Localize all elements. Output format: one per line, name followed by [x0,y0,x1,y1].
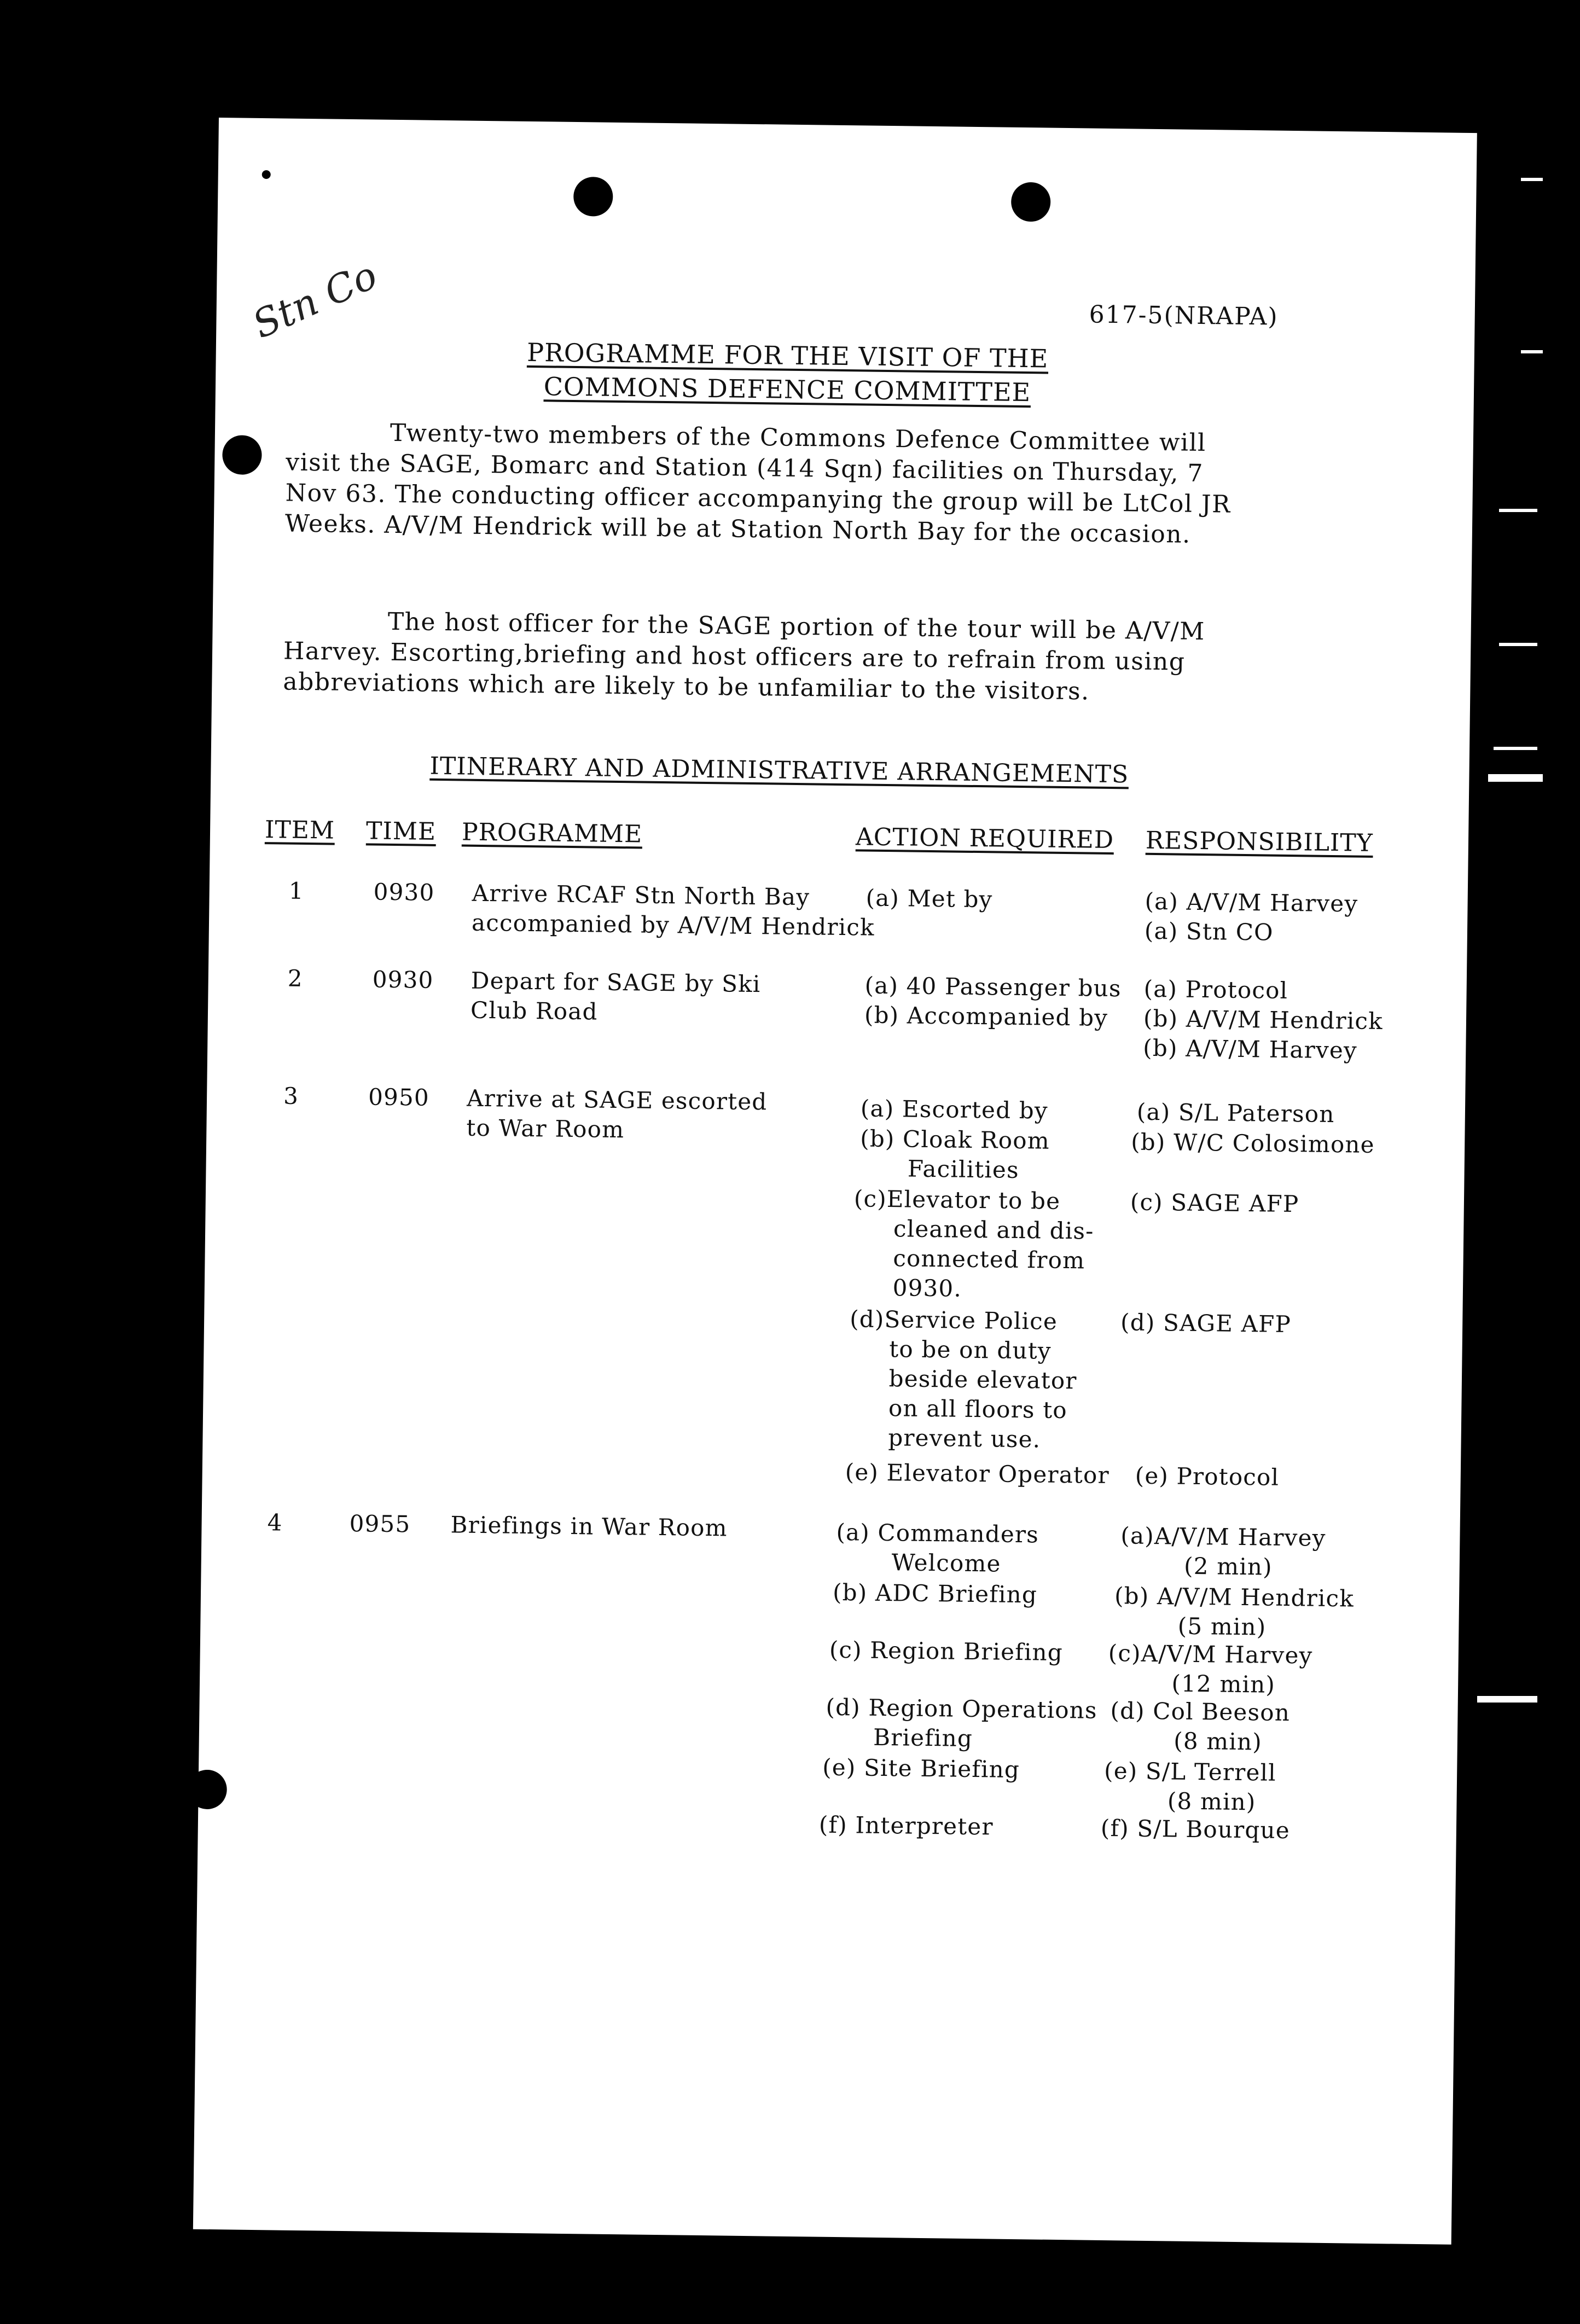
column-header-time: TIME [365,817,437,846]
film-edge-mark [1499,509,1537,512]
section-title: ITINERARY AND ADMINISTRATIVE ARRANGEMENTS [429,752,1129,789]
row-4-action-f: (f) Interpreter [818,1811,994,1840]
punch-hole-left-upper [222,435,262,475]
column-header-programme: PROGRAMME [461,818,643,849]
row-2-item: 2 [287,965,304,992]
handwritten-note: Stn Co [246,252,384,347]
film-edge-mark [1488,774,1543,782]
film-edge-mark [1494,747,1537,750]
row-4-resp-c: (c)A/V/M Harvey (12 min) [1107,1640,1313,1698]
row-2-responsibility: (a) Protocol (b) A/V/M Hendrick (b) A/V/M Harvey [1143,975,1384,1064]
reference-number: 617-5(NRAPA) [1089,300,1279,331]
film-edge-mark [1499,643,1537,646]
row-3-item: 3 [283,1082,299,1109]
row-4-action-a: (a) Commanders Welcome [835,1518,1039,1577]
row-2-action: (a) 40 Passenger bus (b) Accompanied by [864,972,1122,1031]
row-4-resp-b: (b) A/V/M Hendrick (5 min) [1114,1582,1355,1641]
row-4-action-d: (d) Region Operations Briefing [825,1693,1098,1752]
film-edge-mark [1521,350,1543,353]
row-3-resp-b: (b) W/C Colosimone [1130,1128,1375,1158]
row-2-time: 0930 [372,966,434,993]
row-3-action-e: (e) Elevator Operator [845,1459,1110,1489]
row-4-item: 4 [267,1509,283,1536]
row-1-item: 1 [288,877,304,905]
row-4-action-c: (c) Region Briefing [829,1636,1064,1666]
row-3-resp-c: (c) SAGE AFP [1130,1188,1299,1218]
row-4-action-b: (b) ADC Briefing [832,1578,1038,1608]
paragraph-2: The host officer for the SAGE portion of the tour will be A/V/M Harvey. Escorting,briefing and host officers are to refrain from using abbreviations which are likely to be unfamiliar to the visitors. [283,607,1206,706]
row-4-programme: Briefings in War Room [450,1511,728,1542]
row-3-action-a: (a) Escorted by [860,1095,1049,1124]
row-3-resp-d: (d) SAGE AFP [1120,1309,1292,1338]
column-header-item: ITEM [264,816,335,845]
punch-hole-top-right [1011,182,1051,222]
row-3-programme: Arrive at SAGE escorted to War Room [466,1084,768,1143]
row-3-action-b: (b) Cloak Room Facilities [859,1125,1050,1184]
column-header-action: ACTION REQUIRED [855,823,1114,855]
row-3-action-d: (d)Service Police to be on duty beside elevator on all floors to prevent use. [848,1305,1077,1453]
speck-mark [262,170,271,179]
punch-hole-top-left [573,177,613,217]
title-line-1: PROGRAMME FOR THE VISIT OF THE [526,337,1049,374]
row-4-time: 0955 [349,1510,411,1538]
row-1-time: 0930 [373,878,435,906]
row-1-programme: Arrive RCAF Stn North Bay accompanied by A/V/M Hendrick [471,879,875,941]
row-4-resp-d: (d) Col Beeson (8 min) [1110,1697,1291,1756]
column-header-responsibility: RESPONSIBILITY [1145,826,1374,857]
row-1-action: (a) Met by [865,884,993,913]
paragraph-1: Twenty-two members of the Commons Defence Committee will visit the SAGE, Bomarc and Station (414 Sqn) facilities on Thursday, 7 Nov 63. The conducting officer accompanying the group will be LtCol JR Weeks. A/V/M Hendrick will be at Station North Bay for the occasion. [284,419,1232,549]
row-3-resp-e: (e) Protocol [1135,1462,1280,1491]
punch-hole-left-lower [187,1770,227,1810]
row-2-programme: Depart for SAGE by Ski Club Road [470,967,761,1025]
row-1-responsibility: (a) A/V/M Harvey (a) Stn CO [1144,887,1358,946]
row-3-resp-a: (a) S/L Paterson [1136,1098,1335,1128]
row-4-resp-a: (a)A/V/M Harvey (2 min) [1120,1522,1326,1581]
document-title [500,337,1075,412]
film-edge-mark [1521,178,1543,181]
title-line-2: COMMONS DEFENCE COMMITTEE [543,371,1031,408]
row-4-resp-f: (f) S/L Bourque [1100,1814,1291,1844]
row-3-time: 0950 [368,1083,430,1111]
row-4-action-e: (e) Site Briefing [822,1753,1020,1783]
row-4-resp-e: (e) S/L Terrell (8 min) [1103,1757,1277,1816]
film-edge-mark [1477,1696,1537,1703]
row-3-action-c: (c)Elevator to be cleaned and dis- connected from 0930. [852,1185,1094,1302]
speck-mark [196,164,204,172]
document-page [193,118,1477,2245]
